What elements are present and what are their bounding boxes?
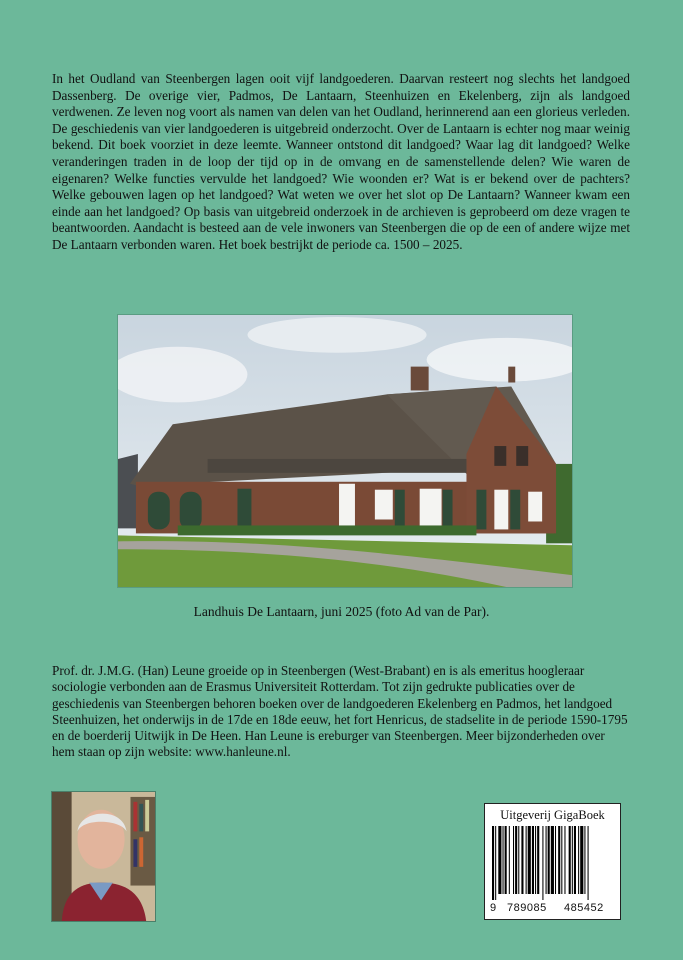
barcode-bar (498, 826, 501, 894)
isbn-barcode (484, 803, 621, 920)
barcode-bar (551, 826, 554, 894)
barcode-bar (503, 826, 504, 894)
publisher-name: Uitgeverij GigaBoek (500, 808, 605, 822)
barcode-bar (509, 826, 510, 894)
barcode-bar (495, 826, 496, 900)
house-photo (117, 314, 573, 588)
barcode-bar (546, 826, 547, 894)
barcode-bar (588, 826, 589, 900)
barcode-bar (542, 826, 543, 900)
photo-caption: Landhuis De Lantaarn, juni 2025 (foto Ad van de Par). (193, 604, 490, 619)
author-bio: Prof. dr. J.M.G. (Han) Leune groeide op in Steenbergen (West-Brabant) en is als emeritus hoogleraar sociologie verbonden aan de Erasmus Universiteit Rotterdam. Tot zijn gedrukte publicaties over de geschiedenis van Steenbergen behoren boeken over de landgoederen Ekelenberg en Padmos, het landgoed Steenhuizen, het onderwijs in de 17de en 18de eeuw, het fort Henricus, de stadselite in de periode 1590-1795 en de boerderij Uitwijk in De Heen. Han Leune is ereburger van Steenbergen. Meer bijzonderheden over hem staan op zijn website: www.hanleune.nl. (52, 663, 628, 760)
barcode-bar (515, 826, 517, 894)
barcode-bar (584, 826, 585, 894)
barcode-bar (548, 826, 550, 894)
barcode-bar (569, 826, 571, 894)
barcode-bar (578, 826, 579, 894)
barcode-bars (492, 826, 615, 900)
barcode-bar (555, 826, 556, 894)
intro-paragraph: In het Oudland van Steenbergen lagen ooit vijf landgoederen. Daarvan resteert nog slechts het landgoed Dassenberg. De overige vier, Padmos, De Lantaarn, Steenhuizen en Ekelenberg, zijn als landgoed verdwenen. Ze leven nog voort als namen van delen van het Oudland, herinnerend aan een glorieus verleden. De geschiedenis van vier landgoederen is uitgebreid onderzocht. Over de Lantaarn is echter nog maar weinig bekend. Dit boek voorziet in deze leemte. Wanneer ontstond dit landgoed? Waar lag dit landgoed? Welke veranderingen traden in de loop der tijd op in de omvang en de samenstellende delen? Wie waren de eigenaren? Welke functies vervulde het landgoed? Wie woonden er? Wat is er bekend over de pachters? Welke gebouwen lagen op het landgoed? Wat weten we over het slot op De Lantaarn? Wanneer kwam een einde aan het landgoed? Op basis van uitgebreid onderzoek in de archieven is geprobeerd om deze vragen te beantwoorden. Aandacht is besteed aan de vele inwoners van Steenbergen die op de een of andere wijze met De Lantaarn verbonden waren. Het boek bestrijkt de periode ca. 1500 – 2025. (52, 71, 630, 252)
barcode-bar (537, 826, 539, 894)
barcode-bar (492, 826, 494, 900)
barcode-bar (561, 826, 562, 894)
barcode-bar (528, 826, 531, 894)
barcode-bar (513, 826, 514, 894)
barcode-bar (505, 826, 507, 894)
barcode-bar (521, 826, 523, 894)
barcode-bar (558, 826, 560, 894)
barcode-bar (572, 826, 573, 894)
barcode-bar (574, 826, 576, 894)
barcode-digit-first: 9 (490, 902, 497, 914)
author-portrait (51, 791, 156, 922)
barcode-digits-left: 789085 (507, 902, 547, 914)
barcode-bar (532, 826, 534, 894)
barcode-bar (535, 826, 536, 894)
barcode-bar (564, 826, 565, 894)
barcode-bar (580, 826, 583, 894)
barcode-digits-right: 485452 (564, 902, 604, 914)
barcode-bar (518, 826, 519, 894)
barcode-bar (526, 826, 527, 894)
